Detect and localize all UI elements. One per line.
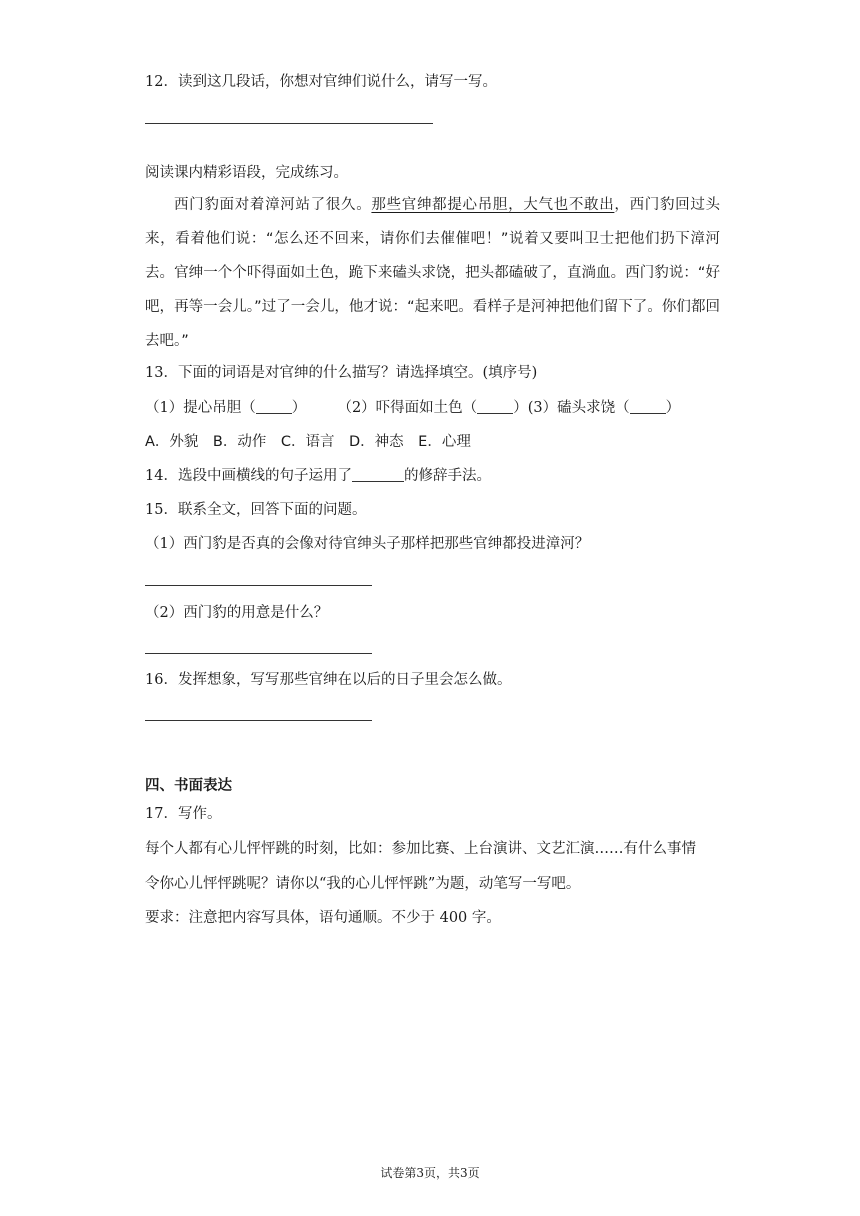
reading-intro: 阅读课内精彩语段，完成练习。 [145,165,348,181]
question-13-options: A．外貌 B．动作 C．语言 D．神态 E．心理 [145,434,471,450]
answer-line-15-2[interactable] [145,653,372,654]
answer-line-12[interactable] [145,123,433,124]
question-17: 17．写作。 [145,806,222,822]
writing-requirement: 要求：注意把内容写具体，语句通顺。不少于 400 字。 [145,910,501,926]
question-12: 12．读到这几段话，你想对官绅们说什么，请写一写。 [145,74,497,90]
passage-text-after: ，西门豹回过头来，看着他们说：“怎么还不回来，请你们去催催吧！”说着又要叫卫士把他们扔下漳河去。官绅一个个吓得面如土色，跪下来磕头求饶，把头都磕破了，直淌血。西门豹说：“好吧，再等一会儿。”过了一会儿，他才说：“起来吧。看样子是河神把他们留下了。你们都回去吧。” [145,197,721,349]
answer-blank-13-2[interactable] [477,399,513,414]
question-13: 13．下面的词语是对官绅的什么描写？请选择填空。(填序号) [145,365,538,381]
question-13-items [145,398,680,418]
question-15: 15．联系全文，回答下面的问题。 [145,502,367,518]
question-15-sub1: （1）西门豹是否真的会像对待官绅头子那样把那些官绅都投进漳河？ [145,536,590,552]
page-footer: 试卷第3页，共3页 [380,1166,480,1180]
item3-close: ） [665,400,681,416]
answer-blank-14[interactable] [352,467,404,482]
item2-label: （2）吓得面如土色（ [337,400,478,416]
item2-close: ） [513,400,528,416]
item3-label: (3）磕头求饶（ [527,400,630,416]
answer-blank-13-1[interactable] [256,399,292,414]
answer-blank-13-3[interactable] [630,399,666,414]
question-16: 16．发挥想象，写写那些官绅在以后的日子里会怎么做。 [145,672,512,688]
question-15-sub2: （2）西门豹的用意是什么？ [145,605,329,621]
reading-passage [145,188,720,358]
answer-line-15-1[interactable] [145,585,372,586]
writing-prompt-line-2: 令你心儿怦怦跳呢？请你以“我的心儿怦怦跳”为题，动笔写一写吧。 [145,876,581,892]
item1-close: ） [291,400,307,416]
passage-underlined-sentence: 那些官绅都提心吊胆，大气也不敢出 [371,197,615,213]
item1-label: （1）提心吊胆（ [145,400,256,416]
q14-text-pre: 14．选段中画横线的句子运用了 [145,468,352,484]
answer-line-16[interactable] [145,720,372,721]
passage-text-before: 西门豹面对着漳河站了很久。 [174,197,372,213]
question-14 [145,466,491,486]
writing-prompt-line-1: 每个人都有心儿怦怦跳的时刻，比如：参加比赛、上台演讲、文艺汇演……有什么事情 [145,841,696,857]
q14-text-post: 的修辞手法。 [403,468,491,484]
section-4-title: 四、书面表达 [145,777,232,794]
